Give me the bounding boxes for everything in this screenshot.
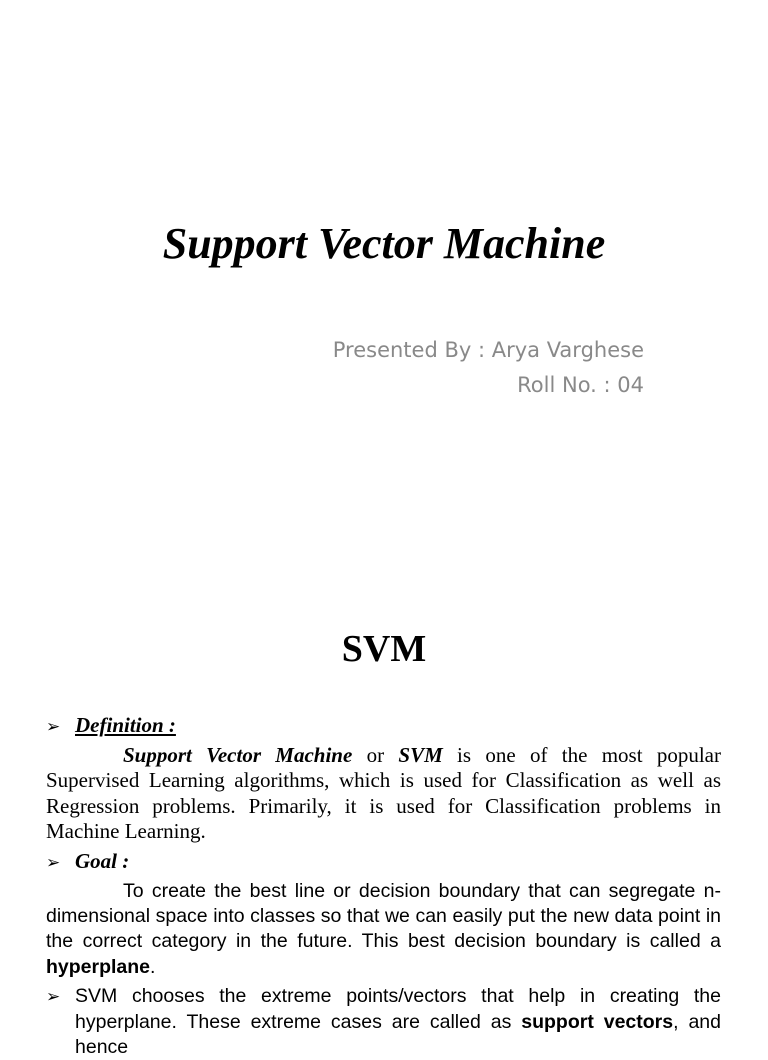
definition-text [46, 743, 721, 845]
arrow-bullet-icon: ➢ [46, 717, 61, 737]
support-vectors-end: , and hence [75, 1010, 721, 1058]
goal-text [46, 879, 721, 981]
goal-bullet [46, 849, 721, 877]
term-svm: SVM [398, 742, 443, 767]
goal-label: Goal : [75, 848, 130, 873]
term-support-vectors: support vectors [521, 1010, 674, 1033]
slide-content [46, 713, 721, 1060]
definition-bullet [46, 713, 721, 741]
definition-body: is one of the most popular Supervised Learning algorithms, which is used for Classification as well as Regression problems. Primarily, it is used for Classification problems in Machine Learning. [46, 742, 721, 844]
slide-title: Support Vector Machine [162, 219, 606, 268]
arrow-bullet-icon: ➢ [46, 987, 61, 1008]
arrow-bullet-icon: ➢ [46, 852, 61, 873]
term-hyperplane: hyperplane [46, 955, 151, 978]
goal-end: . [150, 955, 156, 978]
presenter-info [333, 333, 644, 403]
definition-label: Definition : [75, 713, 176, 737]
roll-number: Roll No. : 04 [517, 373, 644, 397]
support-vectors-bullet [46, 984, 721, 1060]
presented-by: Presented By : Arya Varghese [332, 338, 644, 362]
connector-text: or [352, 742, 399, 767]
support-vectors-body: SVM chooses the extreme points/vectors that help in creating the hyperplane. These extreme cases are called as [75, 985, 721, 1033]
svm-heading: SVM [341, 628, 427, 670]
term-support-vector-machine: Support Vector Machine [123, 742, 353, 767]
goal-body: To create the best line or decision boundary that can segregate n-dimensional space into classes so that we can easily put the new data point in the correct category in the future. This best decision boundary is called a [46, 879, 721, 953]
support-vectors-text [75, 984, 721, 1060]
